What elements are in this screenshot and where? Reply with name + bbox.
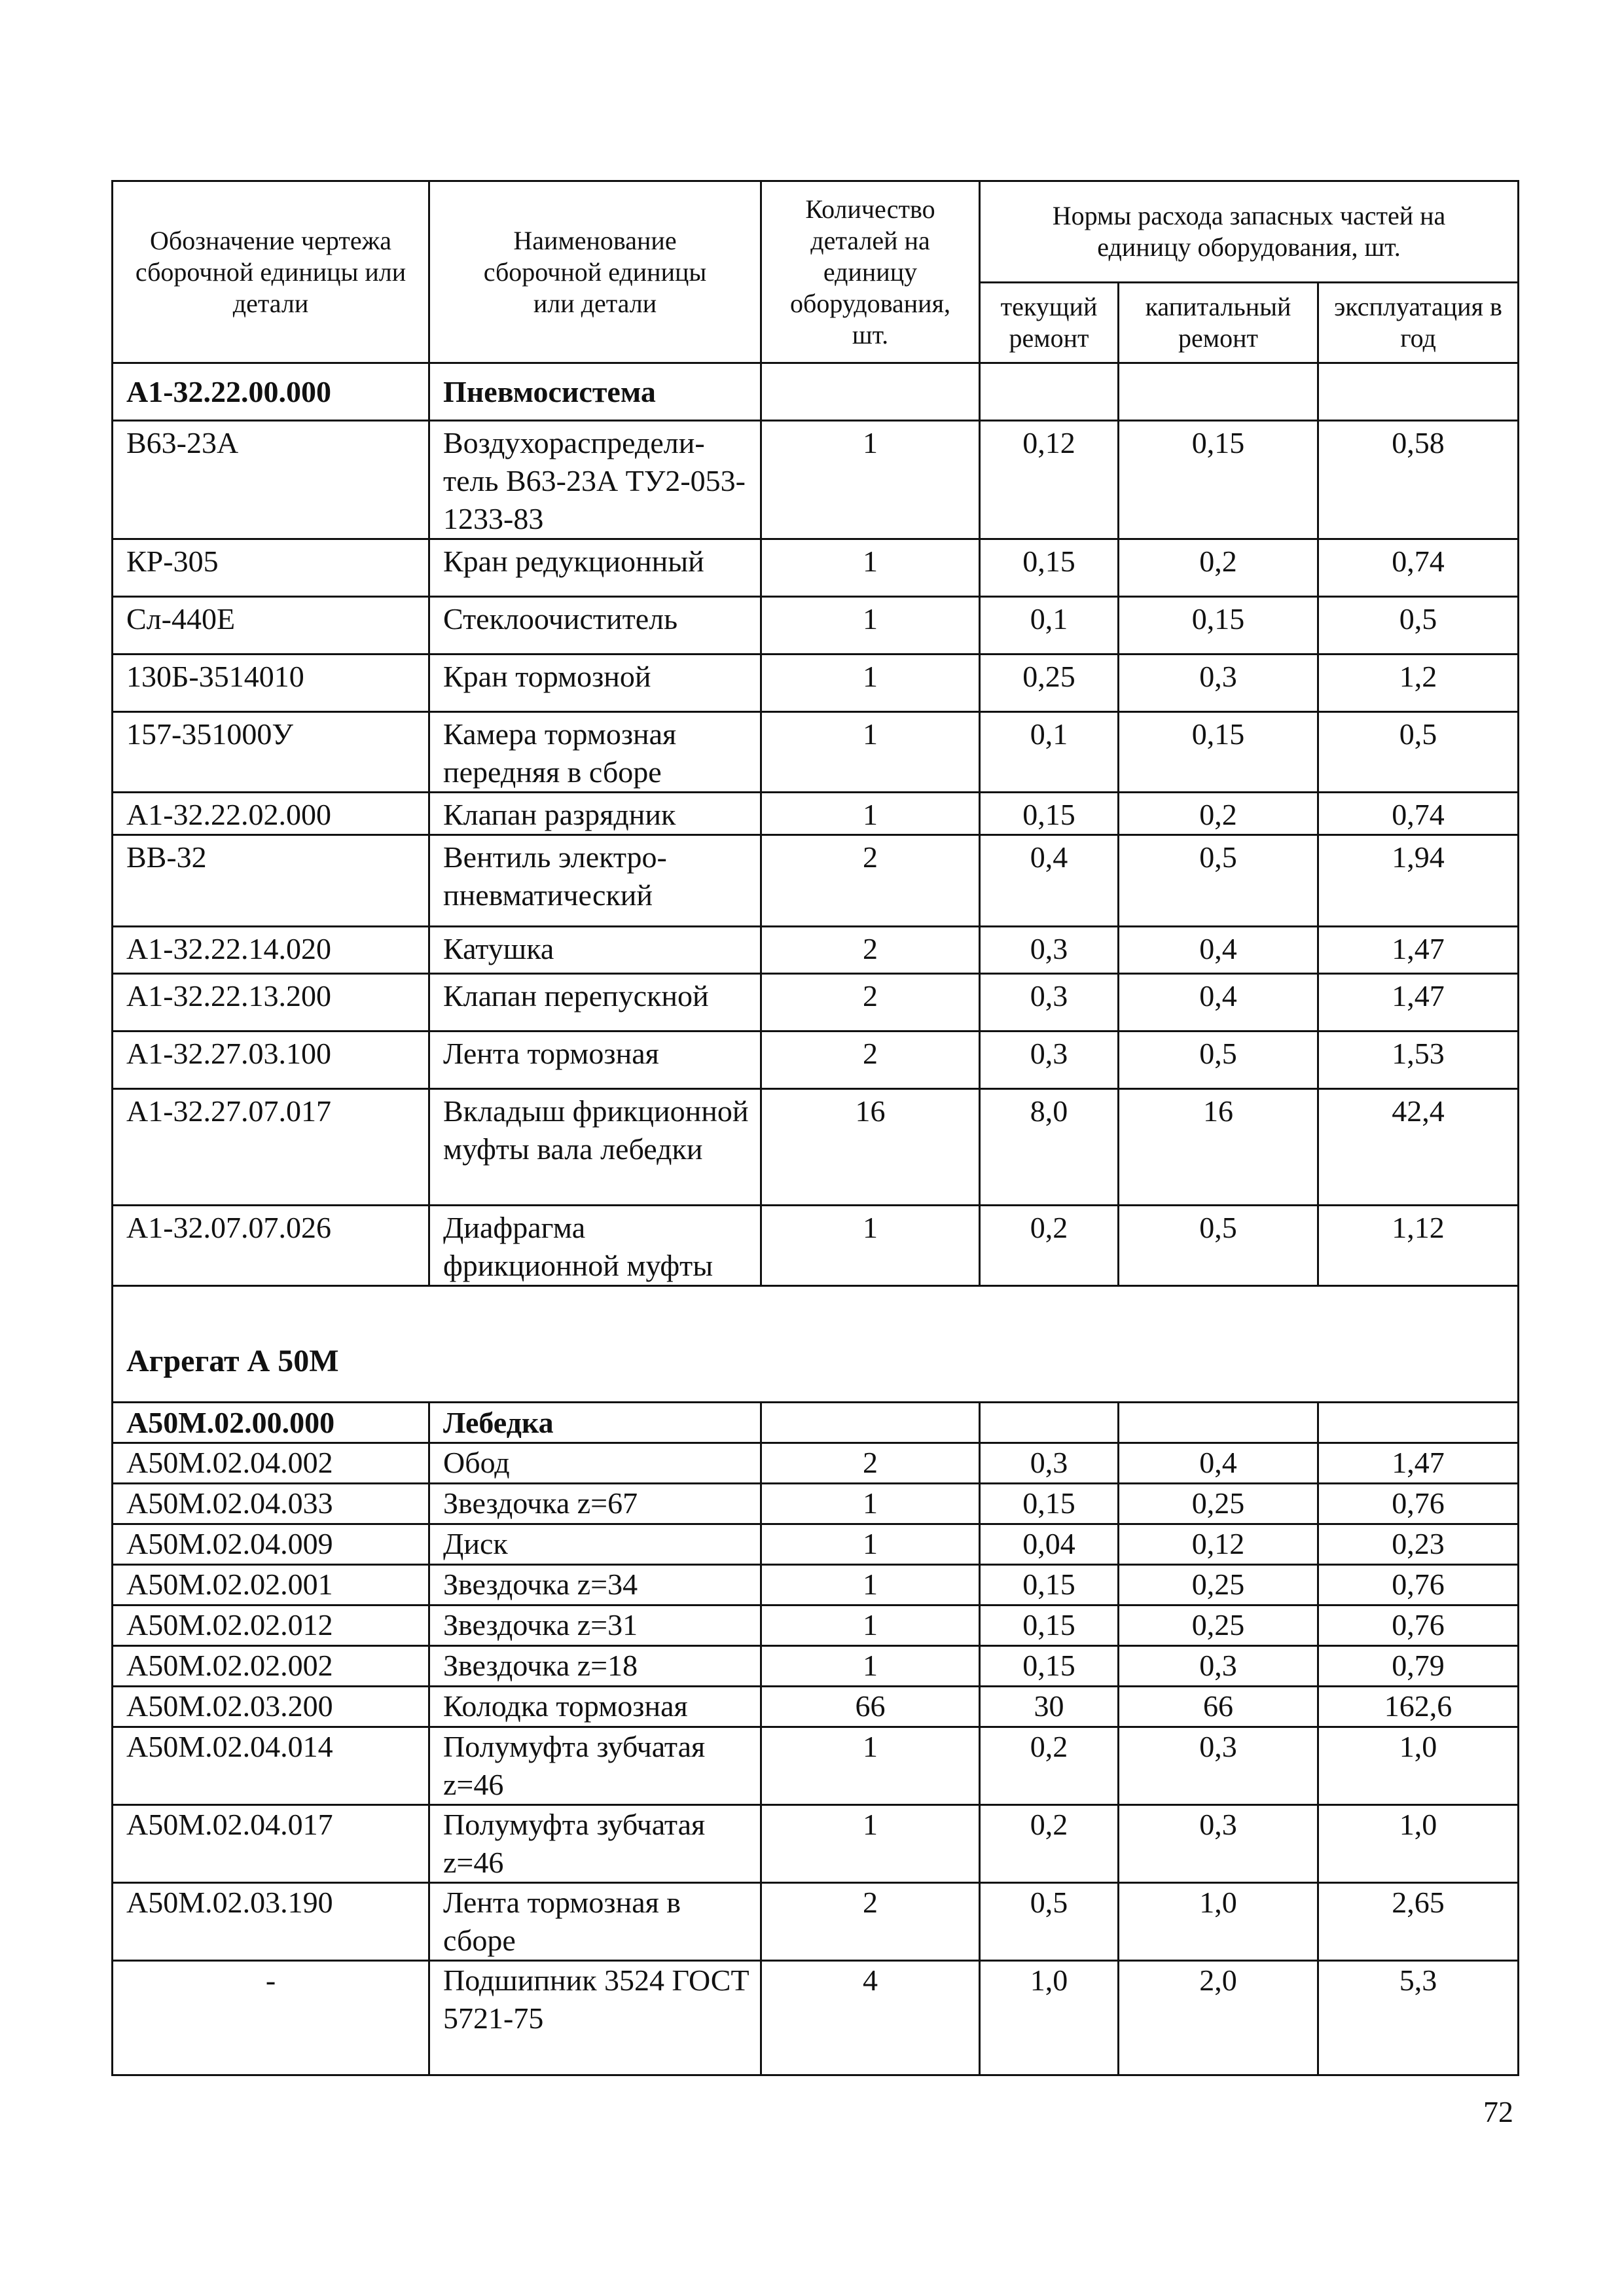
capital-repair-cell: 0,4 [1119,974,1318,1031]
table-row [113,1484,1519,1524]
current-repair-cell: 0,15 [980,539,1119,597]
part-code-cell: В63-23А [113,421,429,539]
part-name-cell: Полумуфта зубчатая z=46 [429,1805,761,1883]
part-name-cell: Диск [429,1524,761,1565]
table-row [113,1524,1519,1565]
header-drawing-code: Обозначение чертежа сборочной единицы или детали [113,181,429,363]
group-name: Пневмосистема [429,363,761,421]
part-code-cell: А1-32.27.07.017 [113,1089,429,1206]
current-repair-cell: 30 [980,1687,1119,1727]
current-repair-cell: 0,15 [980,1605,1119,1646]
table-row [113,1646,1519,1687]
capital-repair-cell: 0,15 [1119,712,1318,793]
quantity-cell: 1 [761,1565,980,1605]
part-name-cell: Звездочка z=67 [429,1484,761,1524]
header-annual-operation: эксплуатация в год [1318,283,1519,363]
header-row-top [113,181,1519,283]
current-repair-cell: 0,12 [980,421,1119,539]
annual-operation-cell: 42,4 [1318,1089,1519,1206]
annual-operation-cell: 1,47 [1318,974,1519,1031]
annual-operation-cell: 0,76 [1318,1605,1519,1646]
current-repair-cell: 0,2 [980,1805,1119,1883]
capital-repair-cell: 0,2 [1119,793,1318,835]
annual-operation-cell: 1,12 [1318,1206,1519,1286]
quantity-cell: 4 [761,1961,980,2075]
quantity-cell: 1 [761,597,980,655]
section-title: Агрегат А 50М [113,1286,1519,1403]
part-code-cell: А50М.02.04.017 [113,1805,429,1883]
quantity-cell: 1 [761,655,980,712]
table-row [113,1031,1519,1089]
quantity-cell: 16 [761,1089,980,1206]
current-repair-cell: 0,3 [980,974,1119,1031]
capital-repair-cell: 0,3 [1119,1805,1318,1883]
capital-repair-cell: 0,15 [1119,597,1318,655]
table-row [113,793,1519,835]
part-code-cell: А1-32.27.03.100 [113,1031,429,1089]
annual-operation-cell: 1,0 [1318,1727,1519,1805]
part-code-cell: А1-32.22.13.200 [113,974,429,1031]
part-name-cell: Кран тормозной [429,655,761,712]
group-row-winch [113,1403,1519,1443]
header-quantity: Количество деталей на единицу оборудования, шт. [761,181,980,363]
part-code-cell: А50М.02.04.009 [113,1524,429,1565]
part-code-cell: А50М.02.02.001 [113,1565,429,1605]
current-repair-cell: 0,3 [980,1443,1119,1484]
quantity-cell: 66 [761,1687,980,1727]
part-name-cell: Звездочка z=34 [429,1565,761,1605]
part-name-cell: Воздухораспредели-тель В63-23А ТУ2-053-1233-83 [429,421,761,539]
current-repair-cell: 0,1 [980,712,1119,793]
current-repair-cell: 0,15 [980,1565,1119,1605]
quantity-cell: 1 [761,793,980,835]
table-row [113,1605,1519,1646]
quantity-cell: 2 [761,974,980,1031]
group-code: А50М.02.00.000 [113,1403,429,1443]
header-part-name: Наименование сборочной единицы или детали [429,181,761,363]
current-repair-cell: 1,0 [980,1961,1119,2075]
part-code-cell: А50М.02.02.012 [113,1605,429,1646]
table-row [113,1883,1519,1961]
capital-repair-cell: 0,5 [1119,1031,1318,1089]
current-repair-cell: 0,25 [980,655,1119,712]
spare-parts-table [111,180,1519,2076]
capital-repair-cell: 0,25 [1119,1565,1318,1605]
part-name-cell: Вкладыш фрикционной муфты вала лебедки [429,1089,761,1206]
annual-operation-cell: 0,5 [1318,712,1519,793]
capital-repair-cell: 0,25 [1119,1484,1318,1524]
part-name-cell: Звездочка z=18 [429,1646,761,1687]
part-name-cell: Камера тормозная передняя в сборе [429,712,761,793]
table-row [113,927,1519,974]
group-code: А1-32.22.00.000 [113,363,429,421]
quantity-cell: 1 [761,1727,980,1805]
table-row [113,1687,1519,1727]
annual-operation-cell: 0,23 [1318,1524,1519,1565]
annual-operation-cell: 1,53 [1318,1031,1519,1089]
capital-repair-cell: 0,25 [1119,1605,1318,1646]
part-code-cell: А1-32.07.07.026 [113,1206,429,1286]
part-name-cell: Лента тормозная [429,1031,761,1089]
part-code-cell: А50М.02.04.014 [113,1727,429,1805]
annual-operation-cell: 5,3 [1318,1961,1519,2075]
part-name-cell: Звездочка z=31 [429,1605,761,1646]
part-code-cell: А50М.02.03.190 [113,1883,429,1961]
quantity-cell: 2 [761,835,980,927]
quantity-cell: 1 [761,1206,980,1286]
part-code-cell: Сл-440Е [113,597,429,655]
capital-repair-cell: 0,4 [1119,1443,1318,1484]
capital-repair-cell: 0,12 [1119,1524,1318,1565]
annual-operation-cell: 0,58 [1318,421,1519,539]
capital-repair-cell: 16 [1119,1089,1318,1206]
table-row [113,1206,1519,1286]
empty-cell [1318,1403,1519,1443]
part-code-cell: А50М.02.02.002 [113,1646,429,1687]
annual-operation-cell: 1,94 [1318,835,1519,927]
quantity-cell: 2 [761,927,980,974]
quantity-cell: 2 [761,1443,980,1484]
table-row [113,1565,1519,1605]
part-name-cell: Вентиль электро-пневматический [429,835,761,927]
part-name-cell: Клапан разрядник [429,793,761,835]
current-repair-cell: 0,15 [980,1484,1119,1524]
header-capital-repair: капитальный ремонт [1119,283,1318,363]
annual-operation-cell: 2,65 [1318,1883,1519,1961]
part-code-cell: - [113,1961,429,2075]
quantity-cell: 1 [761,1524,980,1565]
table-body-winch [113,1403,1519,2075]
table-row [113,1961,1519,2075]
spare-parts-table-container [111,180,1517,2076]
part-name-cell: Клапан перепускной [429,974,761,1031]
part-name-cell: Обод [429,1443,761,1484]
part-name-cell: Стеклоочиститель [429,597,761,655]
part-code-cell: ВВ-32 [113,835,429,927]
part-code-cell: А1-32.22.02.000 [113,793,429,835]
capital-repair-cell: 0,3 [1119,655,1318,712]
group-name: Лебедка [429,1403,761,1443]
quantity-cell: 2 [761,1883,980,1961]
empty-cell [1318,363,1519,421]
table-row [113,1443,1519,1484]
table-row [113,655,1519,712]
empty-cell [1119,1403,1318,1443]
quantity-cell: 1 [761,1484,980,1524]
capital-repair-cell: 0,3 [1119,1727,1318,1805]
capital-repair-cell: 0,5 [1119,835,1318,927]
current-repair-cell: 0,2 [980,1206,1119,1286]
current-repair-cell: 0,15 [980,1646,1119,1687]
table-body-pneumatic [113,363,1519,1286]
part-name-cell: Диафрагма фрикционной муфты [429,1206,761,1286]
annual-operation-cell: 0,76 [1318,1565,1519,1605]
part-name-cell: Кран редукционный [429,539,761,597]
current-repair-cell: 0,15 [980,793,1119,835]
capital-repair-cell: 66 [1119,1687,1318,1727]
page-number: 72 [1483,2095,1513,2128]
current-repair-cell: 8,0 [980,1089,1119,1206]
quantity-cell: 1 [761,1646,980,1687]
capital-repair-cell: 0,4 [1119,927,1318,974]
empty-cell [980,1403,1119,1443]
annual-operation-cell: 0,74 [1318,539,1519,597]
annual-operation-cell: 0,5 [1318,597,1519,655]
part-name-cell: Подшипник 3524 ГОСТ 5721-75 [429,1961,761,2075]
annual-operation-cell: 1,47 [1318,927,1519,974]
annual-operation-cell: 0,79 [1318,1646,1519,1687]
quantity-cell: 1 [761,539,980,597]
part-code-cell: 157-351000У [113,712,429,793]
capital-repair-cell: 0,15 [1119,421,1318,539]
empty-cell [980,363,1119,421]
quantity-cell: 2 [761,1031,980,1089]
table-row [113,597,1519,655]
current-repair-cell: 0,5 [980,1883,1119,1961]
part-name-cell: Колодка тормозная [429,1687,761,1727]
annual-operation-cell: 0,76 [1318,1484,1519,1524]
empty-cell [1119,363,1318,421]
annual-operation-cell: 1,2 [1318,655,1519,712]
part-name-cell: Полумуфта зубчатая z=46 [429,1727,761,1805]
table-row [113,1089,1519,1206]
current-repair-cell: 0,3 [980,1031,1119,1089]
capital-repair-cell: 0,3 [1119,1646,1318,1687]
part-code-cell: А1-32.22.14.020 [113,927,429,974]
capital-repair-cell: 0,5 [1119,1206,1318,1286]
table-row [113,974,1519,1031]
table-body-section [113,1286,1519,1403]
quantity-cell: 1 [761,1605,980,1646]
annual-operation-cell: 0,74 [1318,793,1519,835]
group-row-pneumatic [113,363,1519,421]
part-code-cell: А50М.02.04.033 [113,1484,429,1524]
empty-cell [761,1403,980,1443]
table-row [113,712,1519,793]
capital-repair-cell: 1,0 [1119,1883,1318,1961]
annual-operation-cell: 1,0 [1318,1805,1519,1883]
part-code-cell: 130Б-3514010 [113,655,429,712]
header-norms-group: Нормы расхода запасных частей на единицу оборудования, шт. [980,181,1519,283]
current-repair-cell: 0,2 [980,1727,1119,1805]
current-repair-cell: 0,3 [980,927,1119,974]
capital-repair-cell: 2,0 [1119,1961,1318,2075]
capital-repair-cell: 0,2 [1119,539,1318,597]
section-row [113,1286,1519,1403]
current-repair-cell: 0,04 [980,1524,1119,1565]
quantity-cell: 1 [761,712,980,793]
table-row [113,835,1519,927]
part-code-cell: А50М.02.04.002 [113,1443,429,1484]
table-row [113,1805,1519,1883]
part-code-cell: КР-305 [113,539,429,597]
quantity-cell: 1 [761,1805,980,1883]
annual-operation-cell: 162,6 [1318,1687,1519,1727]
part-name-cell: Лента тормозная в сборе [429,1883,761,1961]
quantity-cell: 1 [761,421,980,539]
header-current-repair: текущий ремонт [980,283,1119,363]
table-row [113,539,1519,597]
current-repair-cell: 0,1 [980,597,1119,655]
table-row [113,1727,1519,1805]
empty-cell [761,363,980,421]
part-code-cell: А50М.02.03.200 [113,1687,429,1727]
part-name-cell: Катушка [429,927,761,974]
annual-operation-cell: 1,47 [1318,1443,1519,1484]
table-row [113,421,1519,539]
current-repair-cell: 0,4 [980,835,1119,927]
